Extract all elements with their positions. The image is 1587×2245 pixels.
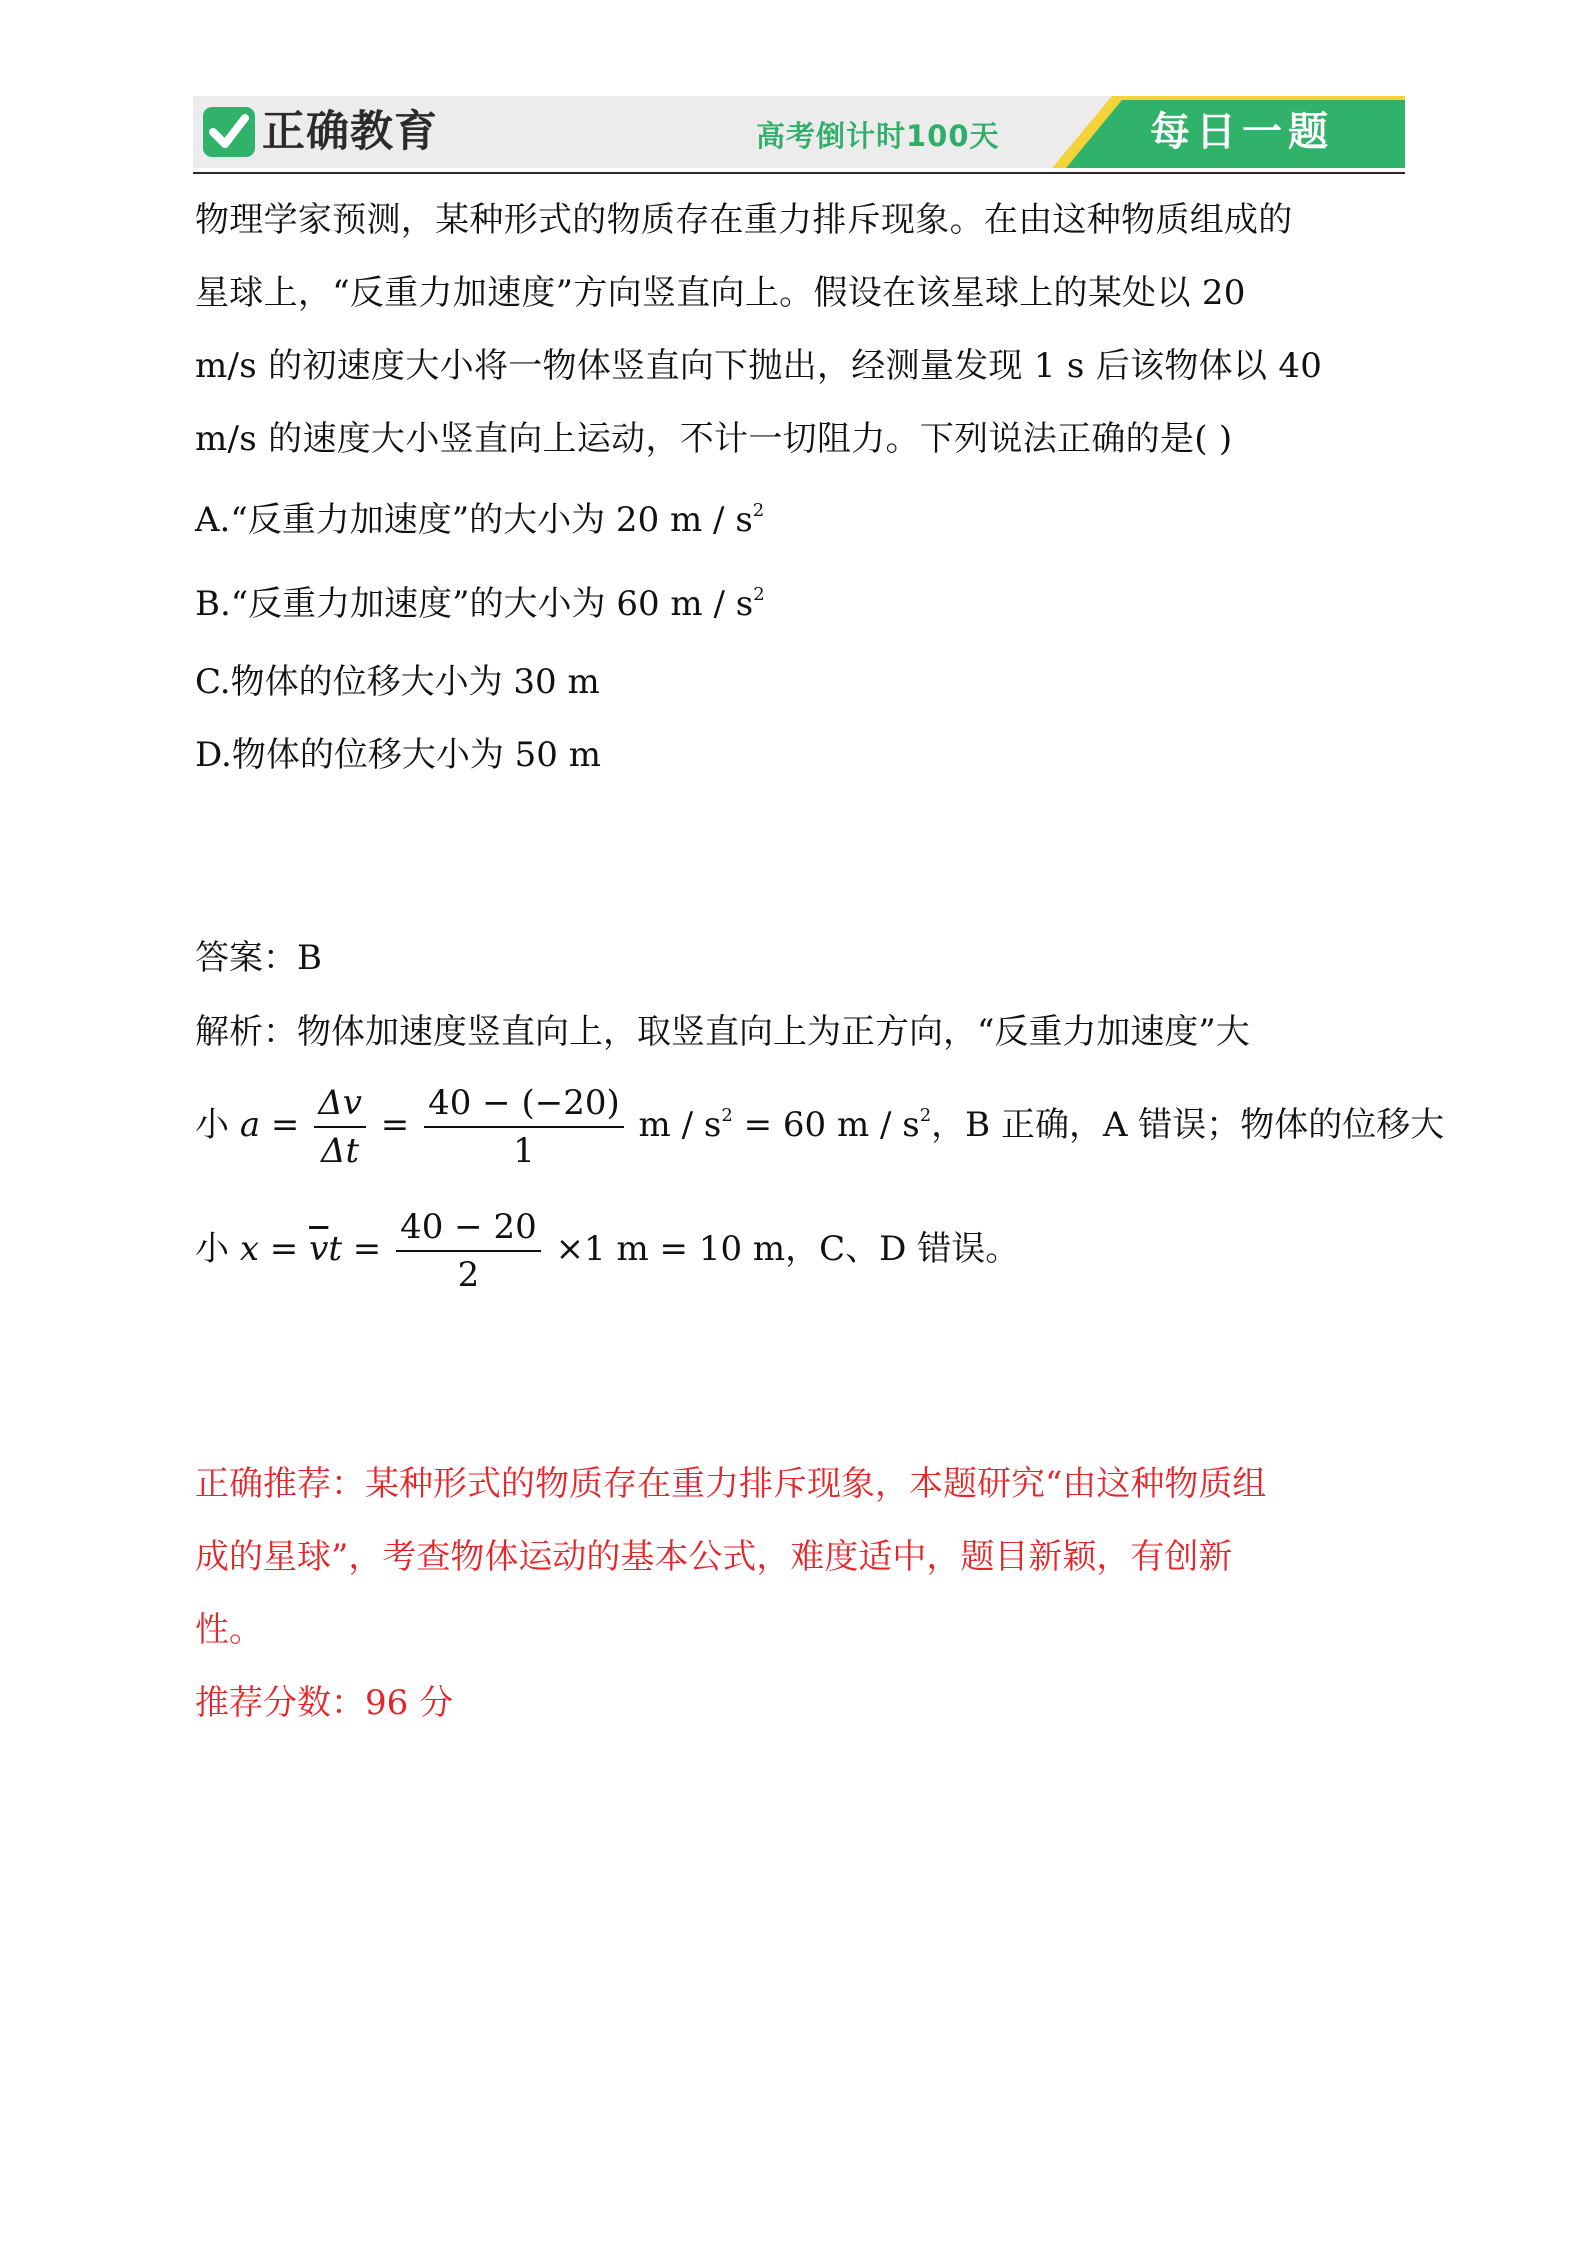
- countdown-text: 高考倒计时100天: [756, 119, 1000, 153]
- daily-question-label: 每日一题: [1150, 109, 1334, 155]
- header-divider: [193, 172, 1405, 174]
- checkmark-icon: [203, 107, 255, 157]
- question-line-1: 物理学家预测，某种形式的物质存在重力排斥现象。在由这种物质组成的: [195, 200, 1293, 240]
- answer-label: 答案：B: [195, 938, 322, 978]
- question-line-3: m/s 的初速度大小将一物体竖直向下抛出，经测量发现 1 s 后该物体以 40: [195, 346, 1323, 386]
- recommendation-score: 推荐分数：96 分: [195, 1683, 454, 1723]
- recommendation-line-2: 成的星球”，考查物体运动的基本公式，难度适中，题目新颖，有创新: [195, 1537, 1233, 1577]
- analysis-line-1: 解析：物体加速度竖直向上，取竖直向上为正方向，“反重力加速度”大: [195, 1012, 1250, 1052]
- recommendation-line-3: 性。: [195, 1610, 263, 1650]
- equation-acceleration: 小 a = $\frac{\Delta v}{\Delta t}$ = $\frac{40 - (-20)}{1}$ $m / s^2 = 60$ m / $s^2$，B 正确，A 错误；物体的位移大: [195, 1080, 1444, 1174]
- option-d: D.物体的位移大小为 50 m: [195, 735, 601, 775]
- equation-displacement: 小 $x = \overline{v}t$ = $\frac{40 - 20}{2}$ ×1 m = 10 m，C、D 错误。: [195, 1204, 1019, 1298]
- option-b: B.“反重力加速度”的大小为 60 m / $s^2$: [195, 584, 765, 624]
- brand-logo-text: 正确教育: [262, 107, 438, 157]
- question-line-4: m/s 的速度大小竖直向上运动，不计一切阻力。下列说法正确的是( ): [195, 419, 1233, 459]
- recommendation-line-1: 正确推荐：某种形式的物质存在重力排斥现象，本题研究“由这种物质组: [195, 1464, 1267, 1504]
- option-c: C.物体的位移大小为 30 m: [195, 662, 600, 702]
- fraction-dv-dt: $\frac{\Delta v}{\Delta t}$: [314, 1080, 366, 1174]
- fraction-average: $\frac{40 - 20}{2}$: [396, 1204, 541, 1298]
- fraction-value: $\frac{40 - (-20)}{1}$: [424, 1080, 624, 1174]
- question-line-2: 星球上，“反重力加速度”方向竖直向上。假设在该星球上的某处以 20: [195, 273, 1246, 313]
- option-a: A.“反重力加速度”的大小为 20 m / $s^2$: [195, 500, 765, 540]
